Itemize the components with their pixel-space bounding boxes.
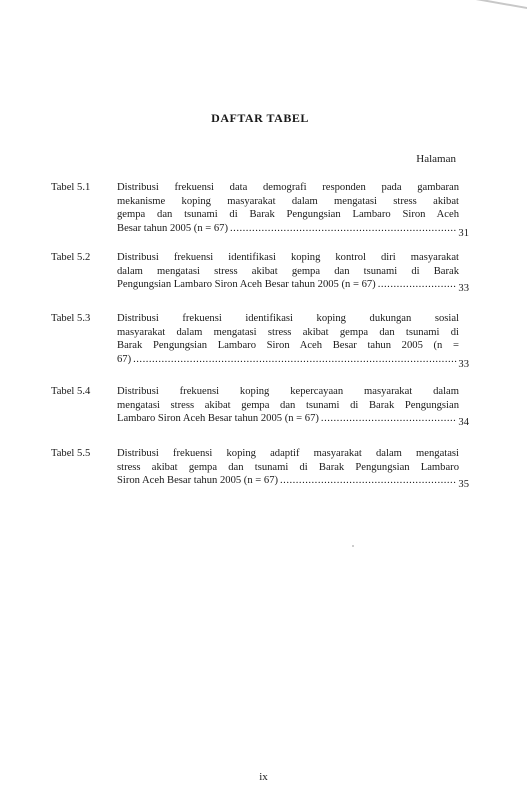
footer-page-number: ix bbox=[259, 771, 268, 783]
document-page: DAFTAR TABEL Halaman Tabel 5.1 Distribusi frekuensi data demografi responden pada gambaran mekanisme koping masyarakat dalam mengatasi stress akibat gempa dan tsunami di Barak Pengungsian Lambaro Siron Aceh Besar tahun 2005 (n = 67) ..... 31 Tabel 5.2 Distribusi frekuensi identifikasi koping kontrol diri masyarakat dalam mengatasi stress akibat gempa dan tsunami di Barak Pengungsian Lambaro Siron Aceh Besar tahun 2005 (n = 67) ..... 33 Tabel 5.3 Distribusi frekuensi identifikasi koping dukungan sosial masyarakat dalam mengatasi stress akibat gempa dan tsunami di Barak Pengungsian Lambaro Siron Aceh Besar tahun 2005 (n = 67) ..... 33 Tabel 5.4 Distribusi frekuensi koping kepercayaan masyarakat dalam mengatasi stress akibat gempa dan tsunami di Barak Pengungsian Lambaro Siron Aceh Besar tahun 2005 (n = 67) ..... 34 Tabel 5.5 Distribusi frekuensi koping adaptif masyarakat dalam mengatasi stress akibat gempa dan tsunami di Barak Pengungsian Lambaro Siron Aceh Besar tahun 2005 (n = 67) ..... 35 ix bbox=[0, 0, 527, 805]
dot-leader bbox=[378, 278, 457, 292]
table-caption bbox=[117, 447, 459, 488]
caption-line: gempa dan tsunami di Barak Pengungsian Lambaro Siron Aceh bbox=[117, 209, 459, 221]
page-column-header: Halaman bbox=[416, 153, 456, 165]
caption-line: mengatasi stress akibat gempa dan tsunami di Barak Pengungsian bbox=[117, 399, 459, 411]
caption-line: mekanisme koping masyarakat dalam mengatasi stress akibat bbox=[117, 195, 459, 207]
dot-leader bbox=[133, 353, 457, 367]
caption-line: masyarakat dalam mengatasi stress akibat gempa dan tsunami di bbox=[117, 326, 459, 338]
caption-line-last bbox=[117, 222, 459, 236]
caption-line-last bbox=[117, 353, 459, 367]
scan-edge-mark bbox=[462, 0, 527, 24]
scan-speck bbox=[352, 545, 354, 547]
table-caption bbox=[117, 385, 459, 426]
dot-leader bbox=[230, 222, 457, 236]
caption-line-text: 67) bbox=[117, 353, 132, 365]
caption-line-last bbox=[117, 474, 459, 488]
caption-line-text: Pengungsian Lambaro Siron Aceh Besar tahun 2005 (n = 67) bbox=[117, 279, 376, 291]
table-label: Tabel 5.3 bbox=[51, 313, 91, 324]
table-label: Tabel 5.1 bbox=[51, 182, 91, 193]
dot-leader bbox=[321, 412, 457, 426]
dot-leader bbox=[280, 474, 457, 488]
caption-line: Distribusi frekuensi data demografi responden pada gambaran bbox=[117, 182, 459, 193]
caption-line: Barak Pengungsian Lambaro Siron Aceh Besar tahun 2005 (n = bbox=[117, 340, 459, 352]
caption-line: Distribusi frekuensi identifikasi koping dukungan sosial bbox=[117, 313, 459, 324]
caption-line: Distribusi frekuensi koping kepercayaan masyarakat dalam bbox=[117, 386, 459, 397]
caption-line-text: Lambaro Siron Aceh Besar tahun 2005 (n = 67) bbox=[117, 413, 319, 425]
caption-line-text: Besar tahun 2005 (n = 67) bbox=[117, 222, 229, 234]
caption-line: dalam mengatasi stress akibat gempa dan tsunami di Barak bbox=[117, 265, 459, 277]
table-label: Tabel 5.5 bbox=[51, 448, 91, 459]
table-caption bbox=[117, 181, 459, 235]
table-caption bbox=[117, 251, 459, 292]
table-label: Tabel 5.4 bbox=[51, 386, 91, 397]
caption-line-last bbox=[117, 412, 459, 426]
table-label: Tabel 5.2 bbox=[51, 252, 91, 263]
caption-line: Distribusi frekuensi identifikasi koping kontrol diri masyarakat bbox=[117, 252, 459, 263]
caption-line: stress akibat gempa dan tsunami di Barak Pengungsian Lambaro bbox=[117, 461, 459, 473]
table-caption bbox=[117, 312, 459, 366]
caption-line-last bbox=[117, 278, 459, 292]
page-title: DAFTAR TABEL bbox=[211, 111, 309, 125]
caption-line-text: Siron Aceh Besar tahun 2005 (n = 67) bbox=[117, 475, 279, 487]
caption-line: Distribusi frekuensi koping adaptif masyarakat dalam mengatasi bbox=[117, 448, 459, 459]
